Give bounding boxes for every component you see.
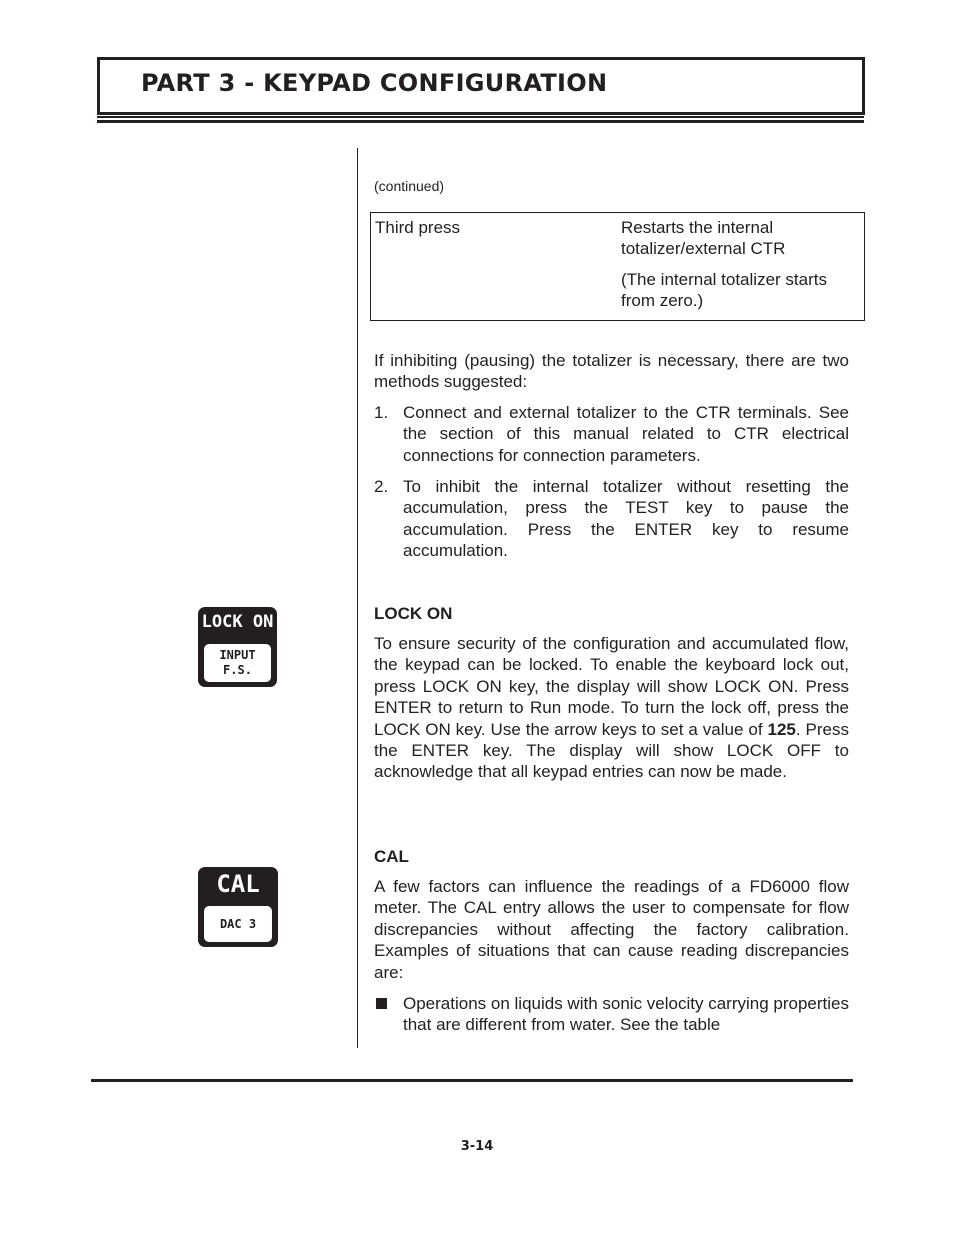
bullet-square-icon [376,998,387,1009]
lock-on-text: To ensure security of the configuration and accumulated flow, the keypad can be locked. To enable the keyboard lock out, press LOCK ON key, the display will show LOCK ON. Press ENTER to return to Run mode. To turn the lock off, press the LOCK ON key. Use the arrow keys to set a value of [374,634,849,739]
table-cell-result [621,217,856,321]
list-item [374,476,849,562]
cal-key-sub: DAC 3 [204,906,272,942]
header-rule [97,116,864,118]
table-result-line: Restarts the internal totalizer/external CTR [621,218,786,259]
table-cell-action: Third press [375,218,461,237]
lock-on-key-sub-line: INPUT [219,648,256,662]
footer-rule [91,1079,853,1082]
continued-label: (continued) [374,178,445,194]
page-title: PART 3 - KEYPAD CONFIGURATION [141,69,608,97]
lock-on-key-label: LOCK ON [201,612,274,632]
lock-on-text: . Press the ENTER key. The display will show LOCK OFF to acknowledge that all keypad entries can now be made. [374,719,849,782]
page-number: 3-14 [460,1139,494,1154]
list-text: To inhibit the internal totalizer without resetting the accumulation, press the TEST key to pause the accumulation. Press the ENTER key to resume accumulation. [403,477,849,561]
bullet-text: Operations on liquids with sonic velocity carrying properties that are different from water. See the table [403,994,849,1035]
continued-table [370,212,865,321]
list-text: Connect and external totalizer to the CTR terminals. See the section of this manual related to CTR electrical connections for connection parameters. [403,403,849,465]
table-result-note: (The internal totalizer starts from zero.) [621,269,827,311]
list-item [374,402,849,466]
lock-on-heading: LOCK ON [374,604,453,623]
cal-paragraph: A few factors can influence the readings of a FD6000 flow meter. The CAL entry allows the user to compensate for flow discrepancies without affecting the factory calibration. Examples of situations that can cause reading discrepancies are: [374,877,849,982]
header-rule-thick [97,120,864,123]
lock-on-key-sub [204,644,271,682]
intro-paragraph: If inhibiting (pausing) the totalizer is necessary, there are two methods suggested: [374,351,849,392]
lock-on-key-icon [198,607,277,687]
lock-value: 125 [767,719,796,739]
cal-key-label: CAL [216,870,260,898]
cal-key-icon [198,867,278,947]
column-divider [357,148,358,1048]
list-number: 1. [374,403,389,422]
list-number: 2. [374,477,389,496]
lock-on-paragraph [374,633,849,783]
lock-on-key-sub-line: F.S. [223,663,252,677]
cal-heading: CAL [374,847,409,866]
